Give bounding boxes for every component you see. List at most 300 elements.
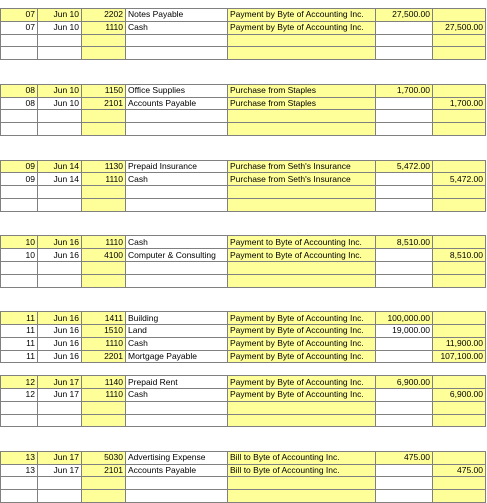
spacer-cell (38, 148, 82, 160)
account-code-cell: 1411 (82, 312, 126, 325)
spacer-cell (126, 72, 228, 84)
blank-row (1, 261, 486, 274)
journal-line-row (1, 249, 486, 262)
account-name-cell: Cash (126, 173, 228, 186)
credit-cell: 8,510.00 (433, 249, 486, 262)
date-cell (38, 47, 82, 60)
spacer-cell (1, 439, 38, 451)
account-code-cell (82, 186, 126, 199)
entry-number-cell (1, 186, 38, 199)
account-name-cell (126, 186, 228, 199)
description-cell (228, 274, 376, 287)
entry-number-cell: 08 (1, 97, 38, 110)
description-cell (228, 47, 376, 60)
journal-line-row (1, 97, 486, 110)
spacer-cell (376, 363, 433, 376)
spacer-row (1, 427, 486, 439)
spacer-cell (376, 299, 433, 311)
blank-row (1, 110, 486, 123)
debit-cell (376, 490, 433, 503)
credit-cell: 6,900.00 (433, 388, 486, 401)
spacer-cell (82, 439, 126, 451)
entry-number-cell: 10 (1, 249, 38, 262)
date-cell: Jun 17 (38, 451, 82, 464)
spacer-cell (433, 148, 486, 160)
spacer-cell (38, 439, 82, 451)
date-cell: Jun 10 (38, 97, 82, 110)
account-code-cell: 1110 (82, 388, 126, 401)
credit-cell (433, 376, 486, 389)
spacer-cell (126, 224, 228, 236)
description-cell (228, 414, 376, 427)
description-cell: Payment by Byte of Accounting Inc. (228, 324, 376, 337)
description-cell: Payment by Byte of Accounting Inc. (228, 350, 376, 363)
credit-cell: 5,472.00 (433, 173, 486, 186)
journal-line-row (1, 376, 486, 389)
description-cell: Purchase from Seth's Insurance (228, 173, 376, 186)
spacer-cell (1, 148, 38, 160)
debit-cell (376, 414, 433, 427)
account-code-cell (82, 401, 126, 414)
account-code-cell: 1150 (82, 84, 126, 97)
account-name-cell: Office Supplies (126, 84, 228, 97)
debit-cell (376, 47, 433, 60)
entry-number-cell: 12 (1, 376, 38, 389)
spacer-row (1, 135, 486, 147)
spacer-cell (126, 439, 228, 451)
blank-row (1, 123, 486, 136)
spacer-cell (126, 148, 228, 160)
blank-row (1, 274, 486, 287)
entry-number-cell: 11 (1, 350, 38, 363)
credit-cell (433, 198, 486, 211)
spacer-cell (82, 60, 126, 72)
credit-cell (433, 84, 486, 97)
spacer-cell (228, 60, 376, 72)
journal-line-row (1, 350, 486, 363)
account-name-cell (126, 477, 228, 490)
account-code-cell: 1110 (82, 236, 126, 249)
spacer-cell (38, 211, 82, 223)
description-cell (228, 110, 376, 123)
spacer-cell (126, 363, 228, 376)
account-code-cell (82, 477, 126, 490)
debit-cell: 19,000.00 (376, 324, 433, 337)
description-cell: Payment by Byte of Accounting Inc. (228, 376, 376, 389)
account-name-cell (126, 414, 228, 427)
debit-cell (376, 186, 433, 199)
date-cell (38, 274, 82, 287)
entry-number-cell: 07 (1, 21, 38, 34)
blank-row (1, 186, 486, 199)
spacer-cell (126, 427, 228, 439)
credit-cell (433, 123, 486, 136)
spacer-cell (228, 135, 376, 147)
date-cell: Jun 16 (38, 324, 82, 337)
journal-line-row (1, 160, 486, 173)
journal-line-row (1, 451, 486, 464)
spacer-cell (82, 287, 126, 299)
account-code-cell (82, 198, 126, 211)
debit-cell: 1,700.00 (376, 84, 433, 97)
account-name-cell (126, 47, 228, 60)
spacer-cell (38, 60, 82, 72)
description-cell: Payment to Byte of Accounting Inc. (228, 236, 376, 249)
description-cell: Payment by Byte of Accounting Inc. (228, 21, 376, 34)
debit-cell (376, 249, 433, 262)
spacer-cell (376, 135, 433, 147)
account-code-cell (82, 490, 126, 503)
spacer-cell (82, 427, 126, 439)
credit-cell (433, 186, 486, 199)
spacer-cell (126, 60, 228, 72)
spacer-row (1, 224, 486, 236)
spacer-row (1, 72, 486, 84)
spacer-row (1, 287, 486, 299)
debit-cell (376, 337, 433, 350)
entry-number-cell: 13 (1, 451, 38, 464)
description-cell: Purchase from Staples (228, 84, 376, 97)
credit-cell (433, 261, 486, 274)
credit-cell: 475.00 (433, 464, 486, 477)
entry-number-cell (1, 123, 38, 136)
entry-number-cell (1, 414, 38, 427)
entry-number-cell: 13 (1, 464, 38, 477)
spacer-cell (38, 224, 82, 236)
description-cell (228, 186, 376, 199)
entry-number-cell (1, 261, 38, 274)
account-name-cell (126, 198, 228, 211)
debit-cell: 5,472.00 (376, 160, 433, 173)
spacer-cell (433, 299, 486, 311)
debit-cell (376, 477, 433, 490)
journal-table (0, 8, 486, 503)
spacer-cell (228, 224, 376, 236)
spacer-cell (433, 72, 486, 84)
account-code-cell (82, 110, 126, 123)
journal-line-row (1, 84, 486, 97)
date-cell (38, 261, 82, 274)
entry-number-cell: 07 (1, 9, 38, 22)
debit-cell (376, 21, 433, 34)
spacer-cell (82, 135, 126, 147)
journal-line-row (1, 324, 486, 337)
account-name-cell (126, 110, 228, 123)
spacer-cell (433, 363, 486, 376)
spacer-cell (38, 363, 82, 376)
account-code-cell: 4100 (82, 249, 126, 262)
account-code-cell (82, 47, 126, 60)
blank-row (1, 477, 486, 490)
spacer-row (1, 60, 486, 72)
credit-cell (433, 47, 486, 60)
credit-cell (433, 160, 486, 173)
credit-cell (433, 34, 486, 47)
account-name-cell (126, 401, 228, 414)
debit-cell (376, 173, 433, 186)
description-cell: Payment by Byte of Accounting Inc. (228, 337, 376, 350)
credit-cell: 11,900.00 (433, 337, 486, 350)
date-cell: Jun 17 (38, 464, 82, 477)
description-cell: Payment by Byte of Accounting Inc. (228, 312, 376, 325)
entry-number-cell: 11 (1, 337, 38, 350)
entry-number-cell: 11 (1, 312, 38, 325)
spacer-cell (376, 439, 433, 451)
date-cell (38, 123, 82, 136)
spacer-cell (1, 363, 38, 376)
credit-cell (433, 110, 486, 123)
spacer-cell (228, 363, 376, 376)
spacer-row (1, 148, 486, 160)
entry-number-cell (1, 110, 38, 123)
account-name-cell: Mortgage Payable (126, 350, 228, 363)
entry-number-cell (1, 198, 38, 211)
account-name-cell (126, 123, 228, 136)
journal-line-row (1, 173, 486, 186)
date-cell: Jun 16 (38, 312, 82, 325)
debit-cell (376, 261, 433, 274)
account-code-cell: 1130 (82, 160, 126, 173)
credit-cell (433, 401, 486, 414)
description-cell: Bill to Byte of Accounting Inc. (228, 451, 376, 464)
description-cell (228, 490, 376, 503)
spacer-cell (38, 299, 82, 311)
credit-cell: 1,700.00 (433, 97, 486, 110)
account-name-cell: Building (126, 312, 228, 325)
journal-body (1, 9, 486, 503)
spacer-row (1, 211, 486, 223)
account-code-cell: 1110 (82, 173, 126, 186)
spacer-cell (228, 427, 376, 439)
blank-row (1, 34, 486, 47)
credit-cell (433, 324, 486, 337)
date-cell (38, 490, 82, 503)
date-cell: Jun 16 (38, 350, 82, 363)
spacer-cell (1, 135, 38, 147)
credit-cell: 107,100.00 (433, 350, 486, 363)
account-code-cell: 1110 (82, 337, 126, 350)
journal-line-row (1, 312, 486, 325)
spacer-cell (82, 148, 126, 160)
entry-number-cell (1, 47, 38, 60)
spacer-cell (82, 72, 126, 84)
debit-cell: 475.00 (376, 451, 433, 464)
debit-cell (376, 401, 433, 414)
spacer-cell (1, 60, 38, 72)
description-cell (228, 34, 376, 47)
account-code-cell: 2202 (82, 9, 126, 22)
spacer-cell (1, 224, 38, 236)
spacer-cell (126, 211, 228, 223)
spacer-cell (376, 427, 433, 439)
account-name-cell: Advertising Expense (126, 451, 228, 464)
spacer-cell (433, 427, 486, 439)
account-name-cell: Prepaid Insurance (126, 160, 228, 173)
blank-row (1, 414, 486, 427)
debit-cell (376, 464, 433, 477)
date-cell (38, 477, 82, 490)
spacer-cell (1, 287, 38, 299)
account-name-cell: Notes Payable (126, 9, 228, 22)
debit-cell: 6,900.00 (376, 376, 433, 389)
account-code-cell (82, 123, 126, 136)
spacer-row (1, 439, 486, 451)
credit-cell (433, 414, 486, 427)
spacer-cell (1, 299, 38, 311)
debit-cell: 8,510.00 (376, 236, 433, 249)
account-code-cell (82, 414, 126, 427)
spacer-cell (376, 72, 433, 84)
credit-cell (433, 236, 486, 249)
debit-cell: 100,000.00 (376, 312, 433, 325)
date-cell (38, 414, 82, 427)
account-name-cell (126, 34, 228, 47)
spacer-cell (376, 60, 433, 72)
date-cell: Jun 14 (38, 160, 82, 173)
spacer-cell (126, 287, 228, 299)
spacer-cell (126, 135, 228, 147)
description-cell: Bill to Byte of Accounting Inc. (228, 464, 376, 477)
account-name-cell: Computer & Consulting (126, 249, 228, 262)
debit-cell (376, 274, 433, 287)
spacer-cell (228, 72, 376, 84)
debit-cell (376, 350, 433, 363)
credit-cell (433, 274, 486, 287)
description-cell: Payment to Byte of Accounting Inc. (228, 249, 376, 262)
account-code-cell (82, 34, 126, 47)
account-code-cell: 1140 (82, 376, 126, 389)
entry-number-cell: 11 (1, 324, 38, 337)
spacer-cell (433, 60, 486, 72)
spacer-row (1, 299, 486, 311)
blank-row (1, 490, 486, 503)
credit-cell (433, 477, 486, 490)
account-name-cell: Prepaid Rent (126, 376, 228, 389)
account-name-cell: Cash (126, 337, 228, 350)
account-name-cell (126, 261, 228, 274)
date-cell: Jun 14 (38, 173, 82, 186)
spacer-cell (433, 287, 486, 299)
entry-number-cell: 10 (1, 236, 38, 249)
account-name-cell: Land (126, 324, 228, 337)
entry-number-cell: 09 (1, 160, 38, 173)
account-code-cell (82, 274, 126, 287)
entry-number-cell (1, 274, 38, 287)
entry-number-cell: 08 (1, 84, 38, 97)
date-cell (38, 34, 82, 47)
journal-line-row (1, 9, 486, 22)
debit-cell (376, 97, 433, 110)
date-cell (38, 401, 82, 414)
spacer-cell (38, 427, 82, 439)
spacer-cell (228, 439, 376, 451)
journal-line-row (1, 388, 486, 401)
date-cell: Jun 16 (38, 236, 82, 249)
date-cell: Jun 17 (38, 388, 82, 401)
account-name-cell: Accounts Payable (126, 464, 228, 477)
spacer-cell (376, 224, 433, 236)
spacer-cell (38, 135, 82, 147)
description-cell: Purchase from Seth's Insurance (228, 160, 376, 173)
debit-cell (376, 388, 433, 401)
date-cell: Jun 16 (38, 249, 82, 262)
spacer-cell (376, 148, 433, 160)
date-cell (38, 186, 82, 199)
spacer-cell (433, 135, 486, 147)
account-code-cell: 5030 (82, 451, 126, 464)
spacer-cell (376, 211, 433, 223)
spacer-cell (82, 299, 126, 311)
spacer-cell (228, 148, 376, 160)
description-cell (228, 261, 376, 274)
spacer-cell (1, 72, 38, 84)
spacer-cell (433, 224, 486, 236)
date-cell: Jun 16 (38, 337, 82, 350)
description-cell (228, 123, 376, 136)
spacer-cell (228, 211, 376, 223)
spacer-cell (126, 299, 228, 311)
credit-cell (433, 312, 486, 325)
credit-cell: 27,500.00 (433, 21, 486, 34)
entry-number-cell (1, 477, 38, 490)
spacer-cell (38, 72, 82, 84)
date-cell (38, 110, 82, 123)
description-cell: Purchase from Staples (228, 97, 376, 110)
spacer-cell (228, 299, 376, 311)
spacer-cell (376, 287, 433, 299)
journal-line-row (1, 21, 486, 34)
journal-line-row (1, 337, 486, 350)
credit-cell (433, 490, 486, 503)
journal-line-row (1, 236, 486, 249)
blank-row (1, 401, 486, 414)
entry-number-cell (1, 34, 38, 47)
spacer-cell (38, 287, 82, 299)
debit-cell (376, 34, 433, 47)
account-name-cell: Cash (126, 236, 228, 249)
account-name-cell (126, 274, 228, 287)
journal-line-row (1, 464, 486, 477)
description-cell (228, 198, 376, 211)
account-code-cell: 1110 (82, 21, 126, 34)
spacer-cell (82, 211, 126, 223)
credit-cell (433, 451, 486, 464)
entry-number-cell: 09 (1, 173, 38, 186)
spacer-cell (1, 427, 38, 439)
description-cell (228, 401, 376, 414)
account-code-cell: 2201 (82, 350, 126, 363)
credit-cell (433, 9, 486, 22)
blank-row (1, 47, 486, 60)
date-cell: Jun 17 (38, 376, 82, 389)
spacer-cell (433, 439, 486, 451)
account-code-cell: 2101 (82, 97, 126, 110)
account-code-cell: 1510 (82, 324, 126, 337)
account-code-cell (82, 261, 126, 274)
blank-row (1, 198, 486, 211)
debit-cell (376, 198, 433, 211)
description-cell: Payment by Byte of Accounting Inc. (228, 9, 376, 22)
entry-number-cell (1, 490, 38, 503)
debit-cell: 27,500.00 (376, 9, 433, 22)
entry-number-cell (1, 401, 38, 414)
account-name-cell (126, 490, 228, 503)
account-name-cell: Accounts Payable (126, 97, 228, 110)
debit-cell (376, 110, 433, 123)
date-cell: Jun 10 (38, 84, 82, 97)
spacer-cell (228, 287, 376, 299)
entry-number-cell: 12 (1, 388, 38, 401)
